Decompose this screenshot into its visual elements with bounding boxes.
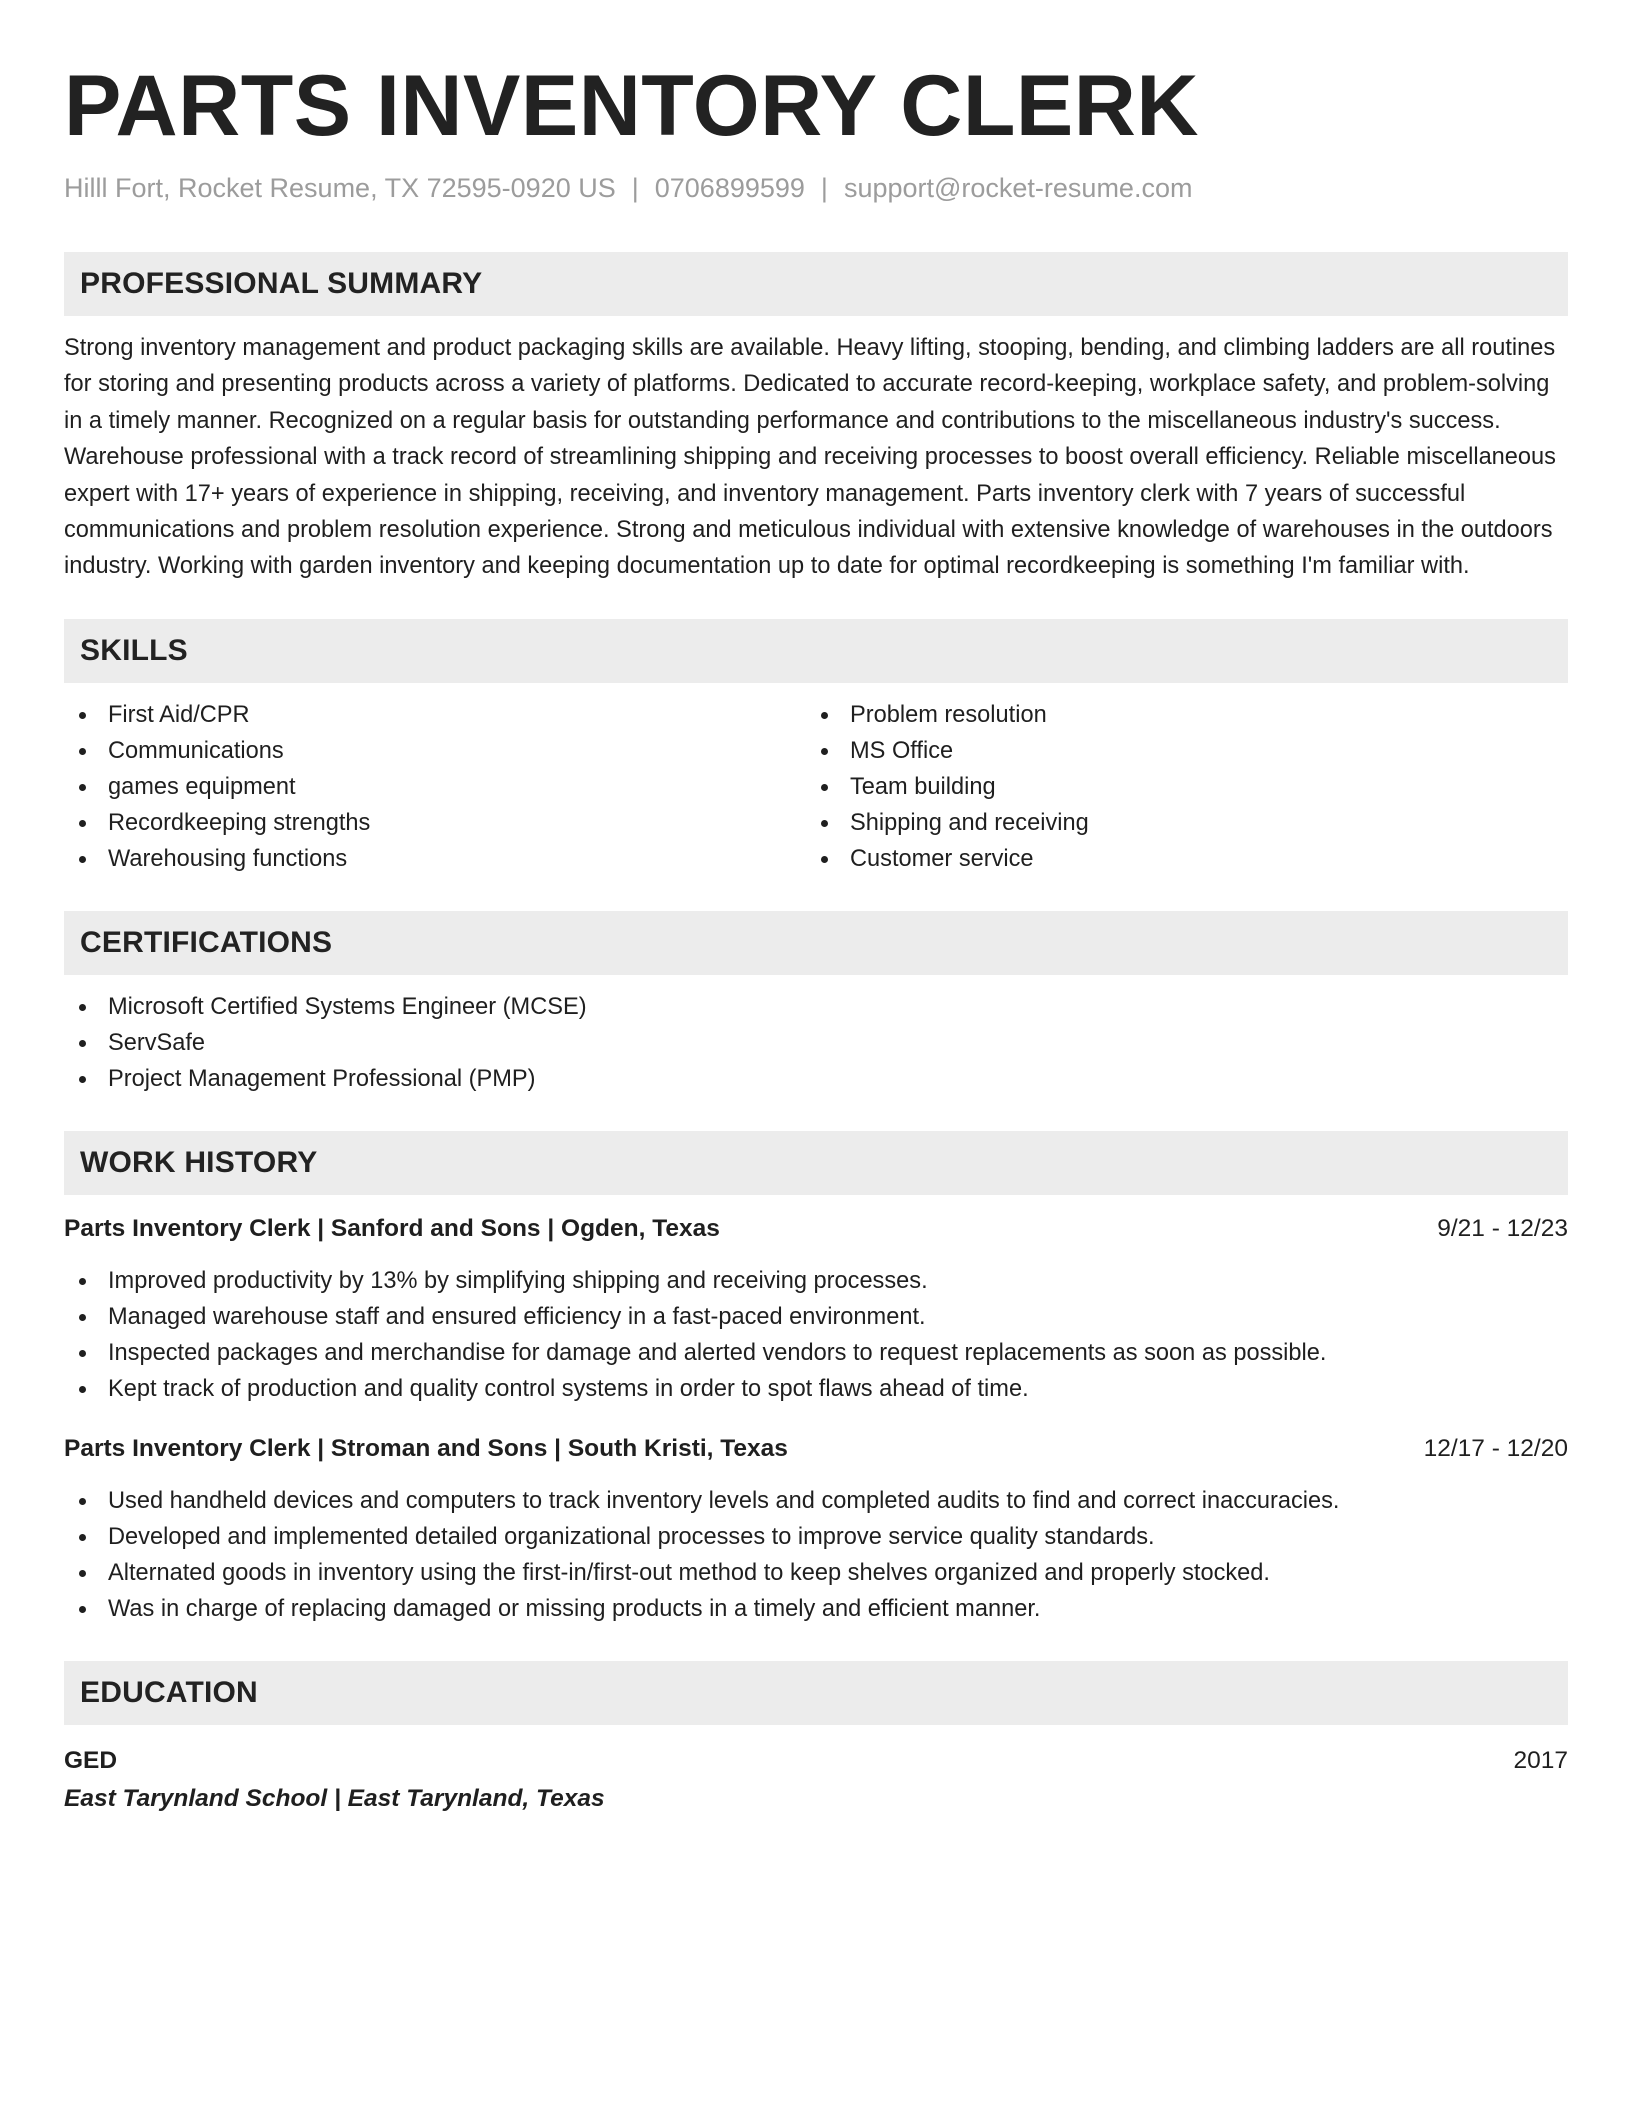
- job-bullet: Developed and implemented detailed organizational processes to improve service quality standards.: [64, 1519, 1568, 1555]
- job-dates: 12/17 - 12/20: [1423, 1434, 1568, 1462]
- skills-heading: SKILLS: [64, 619, 1568, 683]
- skill-item: Warehousing functions: [64, 841, 806, 877]
- contact-address: Hilll Fort, Rocket Resume, TX 72595-0920 US: [64, 173, 616, 203]
- contact-phone: 0706899599: [654, 173, 805, 203]
- education-header: [64, 1743, 1568, 1779]
- skill-item: Recordkeeping strengths: [64, 805, 806, 841]
- job-bullet: Improved productivity by 13% by simplifying shipping and receiving processes.: [64, 1263, 1568, 1299]
- summary-text: Strong inventory management and product packaging skills are available. Heavy lifting, stooping, bending, and climbing ladders are all routines for storing and presenting products across a variety of platforms. Dedicated to accurate record-keeping, workplace safety, and problem-solving in a timely manner. Recognized on a regular basis for outstanding performance and contributions to the miscellaneous industry's success. Warehouse professional with a track record of streamlining shipping and receiving processes to boost overall efficiency. Reliable miscellaneous expert with 17+ years of experience in shipping, receiving, and inventory management. Parts inventory clerk with 7 years of successful communications and problem resolution experience. Strong and meticulous individual with extensive knowledge of warehouses in the outdoors industry. Working with garden inventory and keeping documentation up to date for optimal recordkeeping is something I'm familiar with.: [64, 335, 1556, 580]
- resume-page: [64, 0, 1568, 1817]
- education-heading: EDUCATION: [64, 1661, 1568, 1725]
- education-entry: [64, 1743, 1568, 1817]
- contact-separator: |: [820, 173, 828, 203]
- skill-item: Shipping and receiving: [806, 805, 1548, 841]
- candidate-name: PARTS INVENTORY CLERK: [64, 58, 1200, 154]
- job-bullet: Inspected packages and merchandise for damage and alerted vendors to request replacements as soon as possible.: [64, 1335, 1568, 1371]
- job-header: [64, 1431, 1568, 1467]
- work-history-heading: WORK HISTORY: [64, 1131, 1568, 1195]
- skill-item: MS Office: [806, 733, 1548, 769]
- skill-item: Team building: [806, 769, 1548, 805]
- skill-item: games equipment: [64, 769, 806, 805]
- job-bullet: Managed warehouse staff and ensured efficiency in a fast-paced environment.: [64, 1299, 1568, 1335]
- job-bullet: Was in charge of replacing damaged or missing products in a timely and efficient manner.: [64, 1591, 1568, 1627]
- job-entry: [64, 1211, 1568, 1407]
- certification-item: Microsoft Certified Systems Engineer (MCSE): [64, 989, 1568, 1025]
- certifications-heading: CERTIFICATIONS: [64, 911, 1568, 975]
- education-school: East Tarynland School | East Tarynland, Texas: [64, 1784, 605, 1812]
- skills-column-left: [64, 697, 806, 877]
- job-dates: 9/21 - 12/23: [1437, 1214, 1568, 1242]
- education-degree: GED: [64, 1746, 118, 1774]
- job-bullet: Alternated goods in inventory using the first-in/first-out method to keep shelves organized and properly stocked.: [64, 1555, 1568, 1591]
- skill-item: First Aid/CPR: [64, 697, 806, 733]
- skill-item: Communications: [64, 733, 806, 769]
- certifications-list: [64, 989, 1568, 1097]
- skill-item: Problem resolution: [806, 697, 1548, 733]
- job-entry: [64, 1431, 1568, 1627]
- job-bullets: [64, 1263, 1568, 1407]
- certification-item: Project Management Professional (PMP): [64, 1061, 1568, 1097]
- summary-heading: PROFESSIONAL SUMMARY: [64, 252, 1568, 316]
- skill-item: Customer service: [806, 841, 1548, 877]
- contact-separator: |: [631, 173, 639, 203]
- skills-list: [64, 697, 1568, 877]
- contact-email: support@rocket-resume.com: [843, 173, 1193, 203]
- job-title: Parts Inventory Clerk | Stroman and Sons | South Kristi, Texas: [64, 1434, 788, 1462]
- job-bullet: Used handheld devices and computers to track inventory levels and completed audits to find and correct inaccuracies.: [64, 1483, 1568, 1519]
- contact-line: [64, 170, 1568, 206]
- certification-item: ServSafe: [64, 1025, 1568, 1061]
- job-bullets: [64, 1483, 1568, 1627]
- job-header: [64, 1211, 1568, 1247]
- education-year: 2017: [1513, 1746, 1568, 1774]
- job-title: Parts Inventory Clerk | Sanford and Sons | Ogden, Texas: [64, 1214, 720, 1242]
- job-bullet: Kept track of production and quality control systems in order to spot flaws ahead of time.: [64, 1371, 1568, 1407]
- skills-column-right: [806, 697, 1548, 877]
